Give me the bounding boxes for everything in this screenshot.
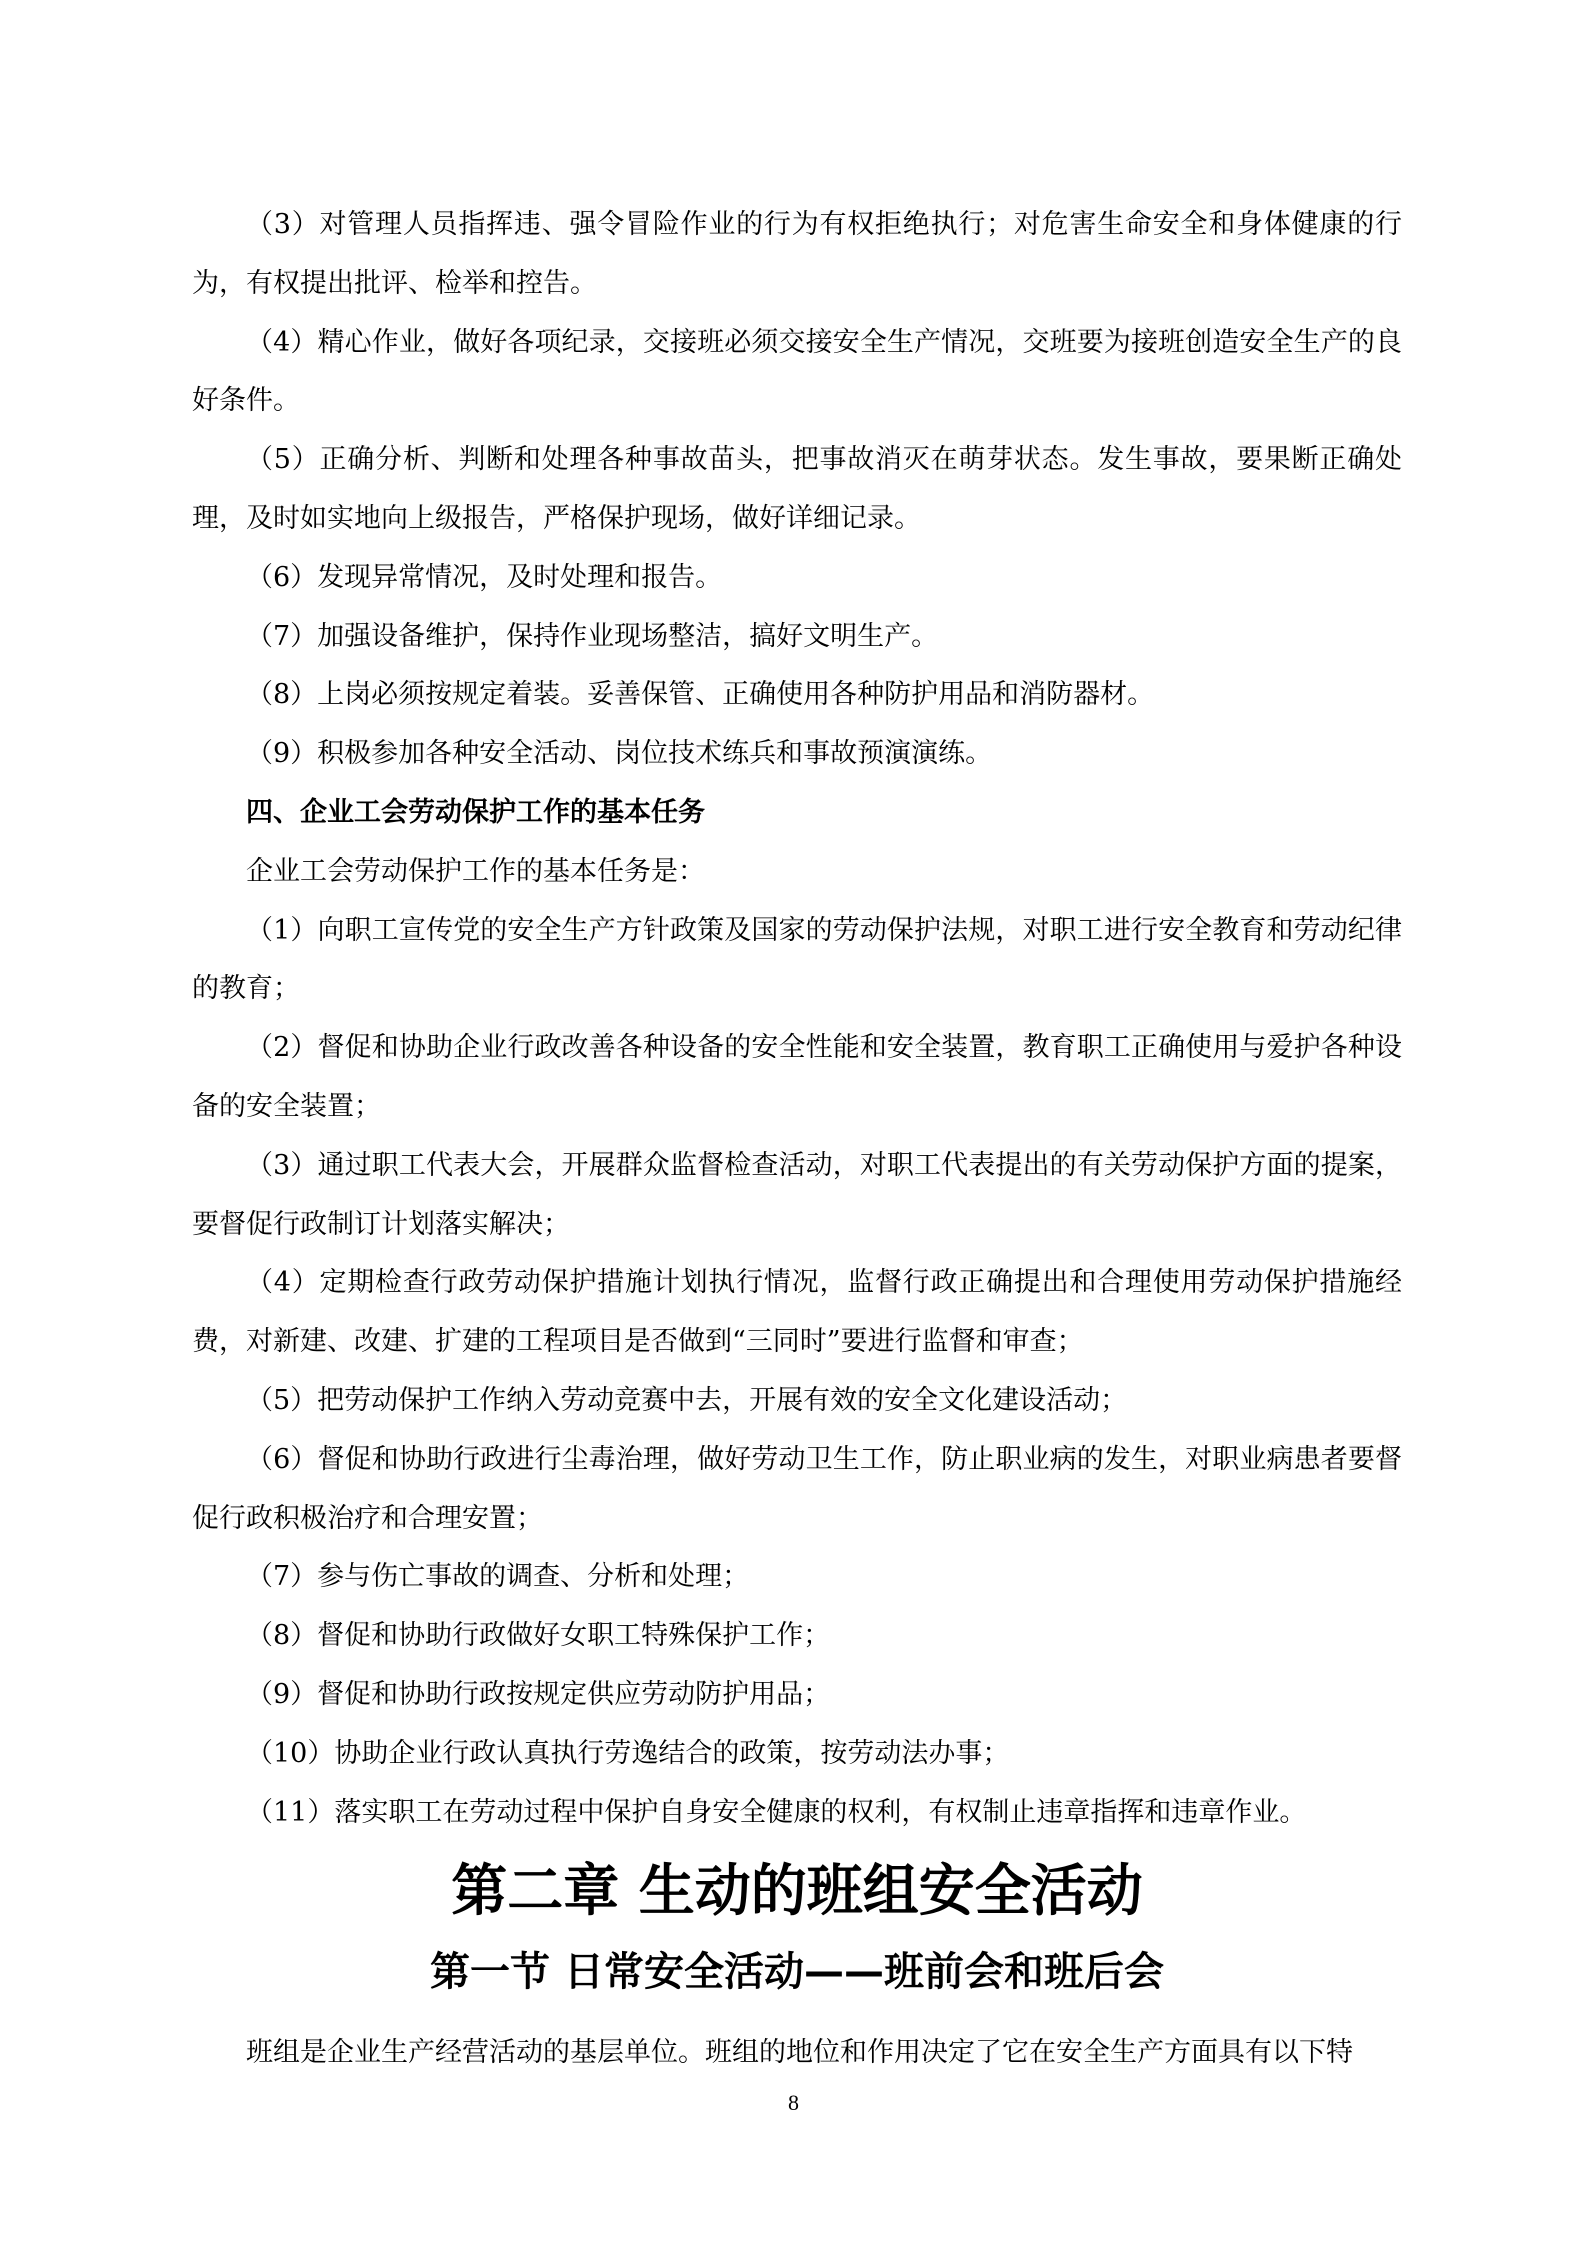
closing-paragraph: 班组是企业生产经营活动的基层单位。班组的地位和作用决定了它在安全生产方面具有以下特 — [246, 2037, 1353, 2069]
paragraph: （3）对管理人员指挥违、强令冒险作业的行为有权拒绝执行；对危害生命安全和身体健康的行为，有权提出批评、检举和控告。 — [192, 209, 1402, 299]
subsection-heading: 四、企业工会劳动保护工作的基本任务 — [246, 796, 705, 828]
task-item: （6）督促和协助行政进行尘毒治理，做好劳动卫生工作，防止职业病的发生，对职业病患者要督促行政积极治疗和合理安置； — [192, 1443, 1402, 1534]
task-item: （5）把劳动保护工作纳入劳动竞赛中去，开展有效的安全文化建设活动； — [246, 1384, 1128, 1416]
task-item: （4）定期检查行政劳动保护措施计划执行情况，监督行政正确提出和合理使用劳动保护措施经费，对新建、改建、扩建的工程项目是否做到“三同时”要进行监督和审查； — [192, 1267, 1402, 1358]
paragraph: （9）积极参加各种安全活动、岗位技术练兵和事故预演演练。 — [246, 738, 993, 770]
paragraph: （6）发现异常情况，及时处理和报告。 — [246, 561, 723, 593]
task-item: （3）通过职工代表大会，开展群众监督检查活动，对职工代表提出的有关劳动保护方面的提案，要督促行政制订计划落实解决； — [192, 1149, 1402, 1240]
page-number: 8 — [788, 2090, 799, 2115]
task-item: （9）督促和协助行政按规定供应劳动防护用品； — [246, 1678, 831, 1710]
task-item: （11）落实职工在劳动过程中保护自身安全健康的权利，有权制止违章指挥和违章作业。 — [246, 1796, 1307, 1828]
section-title: 第一节 日常安全活动——班前会和班后会 — [430, 1949, 1164, 1996]
document-page — [192, 196, 1402, 2083]
task-item: （8）督促和协助行政做好女职工特殊保护工作； — [246, 1620, 831, 1652]
task-item: （1）向职工宣传党的安全生产方针政策及国家的劳动保护法规，对职工进行安全教育和劳动纪律的教育； — [192, 914, 1402, 1005]
task-item: （2）督促和协助企业行政改善各种设备的安全性能和安全装置，教育职工正确使用与爱护各种设备的安全装置； — [192, 1032, 1402, 1122]
intro-paragraph: 企业工会劳动保护工作的基本任务是： — [246, 855, 705, 887]
task-item: （7）参与伤亡事故的调查、分析和处理； — [246, 1561, 750, 1593]
paragraph: （4）精心作业，做好各项纪录，交接班必须交接安全生产情况，交班要为接班创造安全生产的良好条件。 — [192, 326, 1402, 417]
paragraph: （7）加强设备维护，保持作业现场整洁，搞好文明生产。 — [246, 620, 939, 652]
paragraph: （8）上岗必须按规定着装。妥善保管、正确使用各种防护用品和消防器材。 — [246, 679, 1155, 711]
paragraph: （5）正确分析、判断和处理各种事故苗头，把事故消灭在萌芽状态。发生事故，要果断正确处理，及时如实地向上级报告，严格保护现场，做好详细记录。 — [192, 444, 1402, 534]
task-item: （10）协助企业行政认真执行劳逸结合的政策，按劳动法办事； — [246, 1737, 1010, 1769]
chapter-title: 第二章 生动的班组安全活动 — [451, 1859, 1143, 1925]
